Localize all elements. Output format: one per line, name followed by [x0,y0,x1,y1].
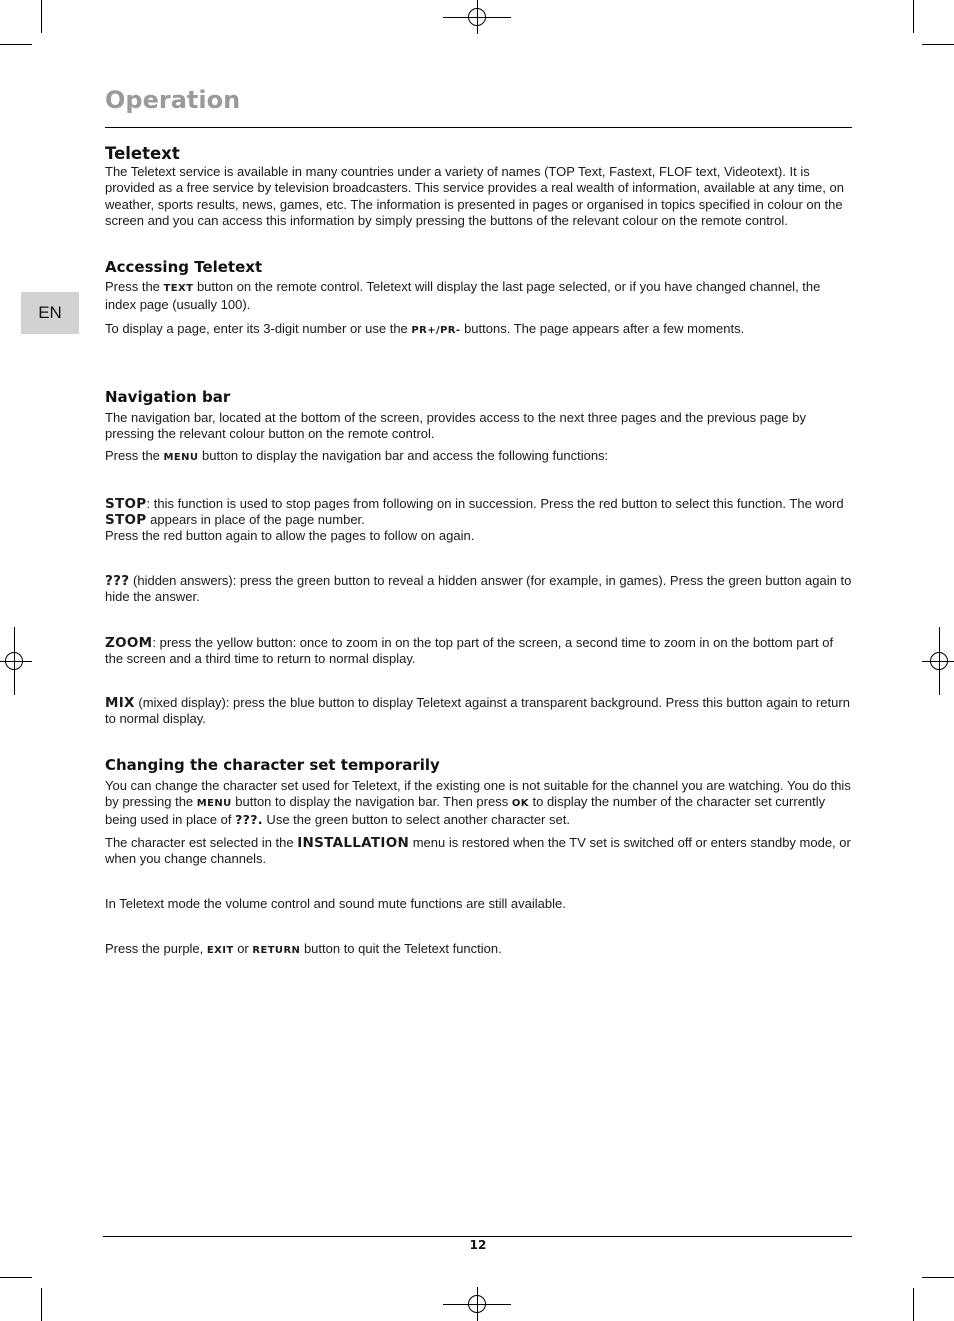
section-heading: Teletext [105,144,180,163]
return-key-label: RETURN [252,944,301,956]
text: button to display the navigation bar. Then press [231,793,512,809]
language-tab: EN [21,292,79,334]
text: button to display the navigation bar and access the following functions: [198,448,609,464]
registration-mark-line [14,627,15,695]
text: buttons. The page appears after a few moments. [460,320,745,336]
paragraph: The navigation bar, located at the bottom of the screen, provides access to the next three pages and the previous page by pressing the relevant colour button on the remote control. [105,410,807,442]
text: : press the yellow button: once to zoom in on the top part of the screen, a second time to zoom in on the bottom part of the screen and a third time to return to normal display. [105,634,834,666]
text: menu is restored when the TV set is switched off or enters standby mode, or when you change channels. [105,835,851,867]
text: Press the purple, [105,940,207,956]
paragraph [105,835,852,867]
registration-mark-line [0,661,32,662]
section-navigation-bar [105,389,852,728]
section-heading: Accessing Teletext [105,258,263,277]
exit-key-label: EXIT [206,944,234,956]
ok-key-label: OK [511,797,529,809]
text: To display a page, enter its 3-digit number or use the [105,320,412,336]
crop-mark [41,0,42,33]
registration-mark-line [477,1287,478,1321]
registration-mark-line [922,661,954,662]
footer-divider [103,1236,852,1237]
menu-key-label: MENU [163,452,199,464]
crop-mark [913,1288,914,1321]
function-mix [105,695,852,727]
text: Use the green button to select another character set. [262,812,570,828]
mix-key-label: MIX [105,695,135,712]
function-zoom [105,635,852,667]
paragraph [105,279,852,313]
zoom-key-label: ZOOM [105,634,153,651]
text: appears in place of the page number. [146,511,365,527]
page-number: 12 [469,1238,487,1252]
function-stop [105,496,852,545]
hidden-key-label: ??? [105,573,130,590]
menu-key-label: MENU [196,797,232,809]
text: : this function is used to stop pages from following on in succession. Press the red button to select this function. The word [146,495,844,511]
crop-mark [41,1288,42,1321]
text: (mixed display): press the blue button to display Teletext against a transparent background. Press this button again to return to normal display. [105,695,850,727]
text: The character est selected in the [105,835,298,851]
page-title: Operation [105,86,241,114]
crop-mark [913,0,914,33]
section-teletext [105,146,852,229]
section-character-set [105,757,852,867]
hidden-key-label: ???. [235,812,263,828]
paragraph [105,321,852,339]
crop-mark [0,44,32,45]
text-key-label: TEXT [163,283,194,295]
crop-mark [922,1277,954,1278]
crop-mark [0,1277,32,1278]
main-content [105,142,852,959]
section-accessing-teletext [105,259,852,339]
registration-mark-line [477,0,478,34]
installation-key-label: INSTALLATION [297,835,410,852]
paragraph: The Teletext service is available in many countries under a variety of names (TOP Text, Fastext, FLOF text, Videotext). It is provided as a free service by television broadcasters. This service provides a real wealth of information, available at any time, on weather, sports results, news, games, etc. The information is presented in pages or organised in topics specified in colour on the screen and you can access this information by simply pressing the buttons of the relevant colour on the remote control. [105,164,844,228]
stop-key-label: STOP [105,495,147,512]
text: Press the red button again to allow the pages to follow on again. [105,528,475,544]
paragraph [105,778,852,829]
stop-key-label: STOP [105,511,147,528]
paragraph [105,448,852,466]
pr-key-label: PR+/PR- [411,324,461,336]
crop-mark [922,44,954,45]
text: Press the [105,279,164,295]
text: Press the [105,448,164,464]
section-heading: Navigation bar [105,387,231,406]
text: (hidden answers): press the green button to reveal a hidden answer (for example, in games). Press the green button again to hide the answer. [105,573,852,605]
quit-note [105,941,852,959]
text: or [233,940,253,956]
title-divider [105,127,852,128]
text: to display the number of the character set currently being used in place of [105,793,826,828]
registration-mark-line [939,627,940,695]
text: button to quit the Teletext function. [300,940,502,956]
text: button on the remote control. Teletext will display the last page selected, or if you have changed channel, the index page (usually 100). [105,279,821,313]
text: You can change the character set used for Teletext, if the existing one is not suitable for the channel you are watching. You do this by pressing the [105,777,851,809]
section-heading: Changing the character set temporarily [105,756,440,775]
function-hidden-answers [105,573,852,605]
volume-note: In Teletext mode the volume control and sound mute functions are still available. [105,895,566,911]
